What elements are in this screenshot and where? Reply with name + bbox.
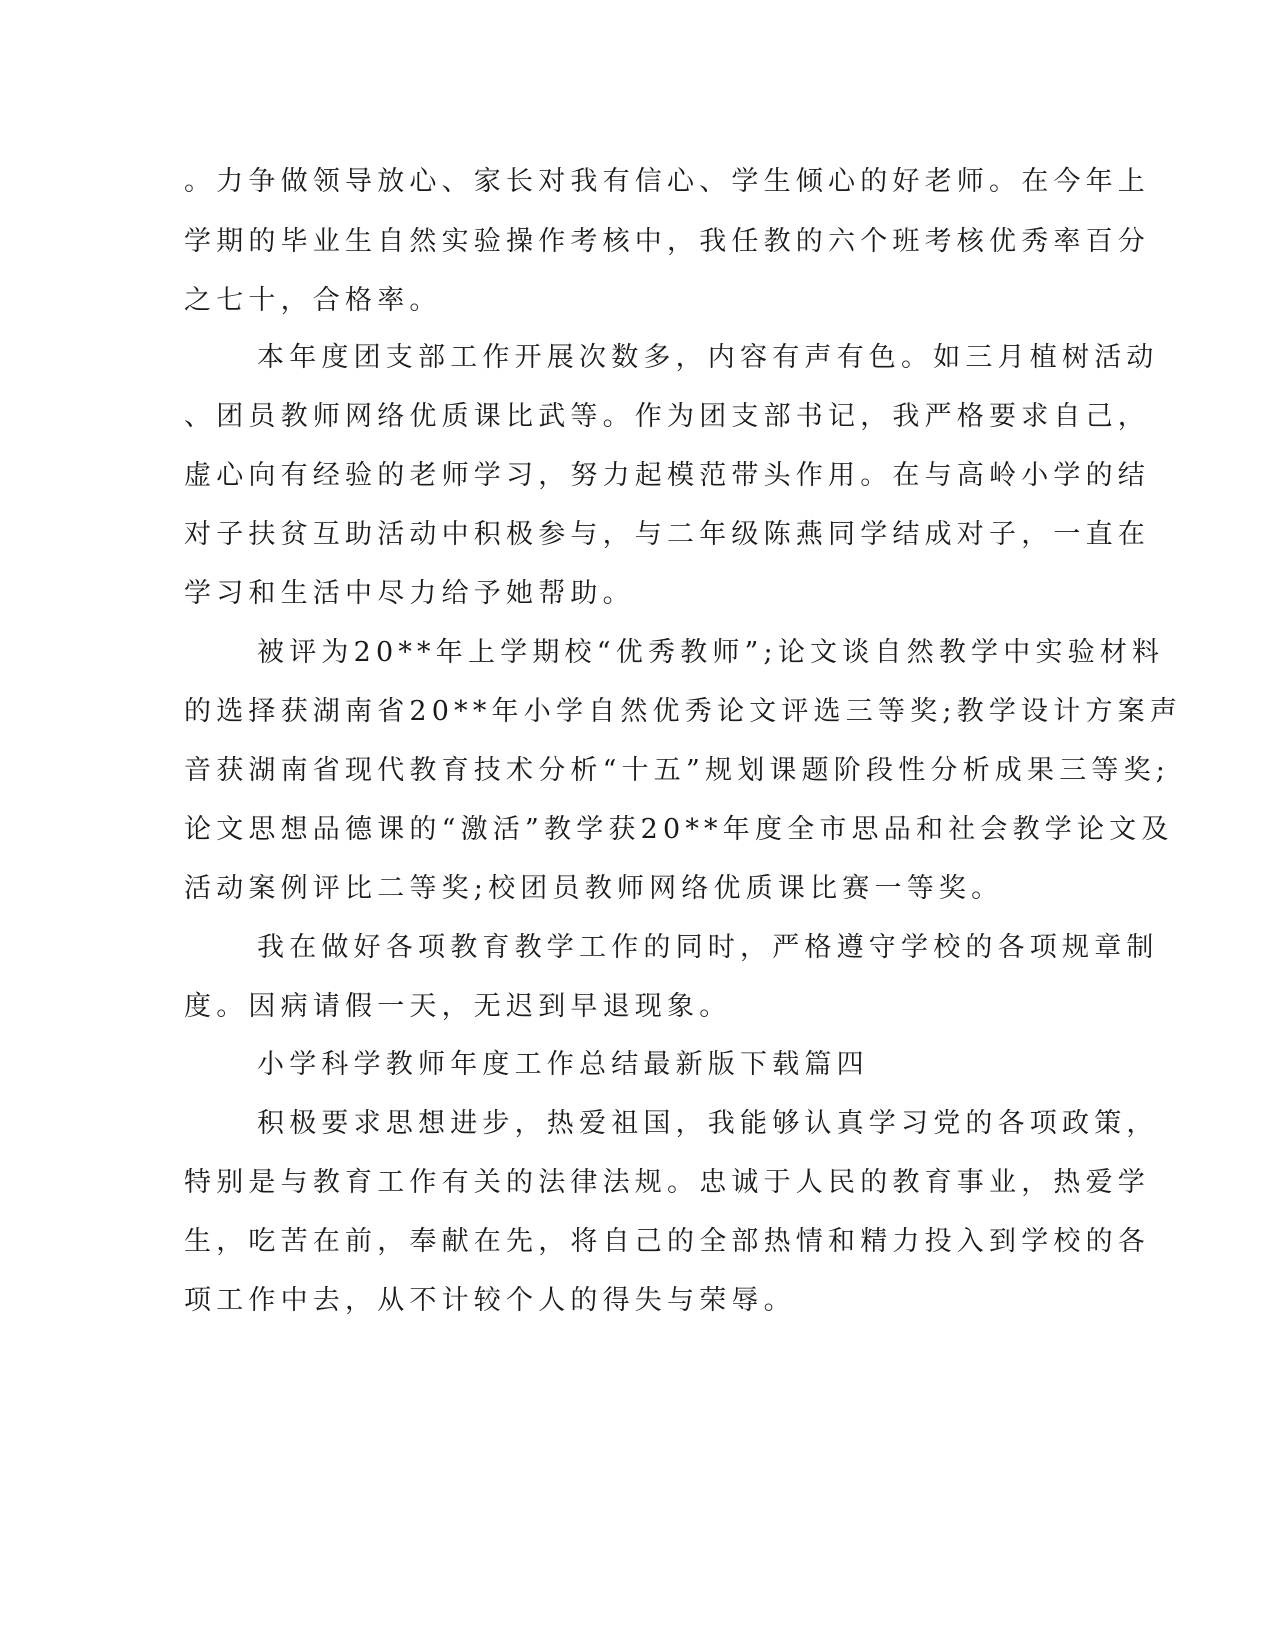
paragraph-line: 之七十，合格率。 [184,285,442,316]
paragraph-line: 项工作中去，从不计较个人的得失与荣辱。 [184,1285,796,1316]
paragraph-line: 积极要求思想进步，热爱祖国，我能够认真学习党的各项政策， [257,1108,1159,1139]
paragraph-line: 度。因病请假一天，无迟到早退现象。 [184,991,732,1022]
paragraph-line: 被评为20**年上学期校“优秀教师”;论文谈自然教学中实验材料 [257,637,1165,668]
paragraph-line: 音获湖南省现代教育技术分析“十五”规划课题阶段性分析成果三等奖; [184,755,1171,786]
paragraph-line: 论文思想品德课的“激活”教学获20**年度全市思品和社会教学论文及 [184,814,1174,845]
paragraph-line: 。力争做领导放心、家长对我有信心、学生倾心的好老师。在今年上 [184,166,1150,197]
paragraph-line: 对子扶贫互助活动中积极参与，与二年级陈燕同学结成对子，一直在 [184,519,1150,550]
paragraph-line: 我在做好各项教育教学工作的同时，严格遵守学校的各项规章制 [257,932,1159,963]
paragraph-line: 的选择获湖南省20**年小学自然优秀论文评选三等奖;教学设计方案声 [184,696,1183,727]
paragraph-line: 本年度团支部工作开展次数多，内容有声有色。如三月植树活动 [257,342,1159,373]
paragraph-line: 学期的毕业生自然实验操作考核中，我任教的六个班考核优秀率百分 [184,226,1150,257]
paragraph-line: 特别是与教育工作有关的法律法规。忠诚于人民的教育事业，热爱学 [184,1167,1150,1198]
section-heading: 小学科学教师年度工作总结最新版下载篇四 [257,1049,869,1080]
paragraph-line: 活动案例评比二等奖;校团员教师网络优质课比赛一等奖。 [184,873,1004,904]
paragraph-line: 生，吃苦在前，奉献在先，将自己的全部热情和精力投入到学校的各 [184,1226,1150,1257]
paragraph-line: 学习和生活中尽力给予她帮助。 [184,578,635,609]
paragraph-line: 虚心向有经验的老师学习，努力起模范带头作用。在与高岭小学的结 [184,460,1150,491]
paragraph-line: 、团员教师网络优质课比武等。作为团支部书记，我严格要求自己， [184,401,1150,432]
